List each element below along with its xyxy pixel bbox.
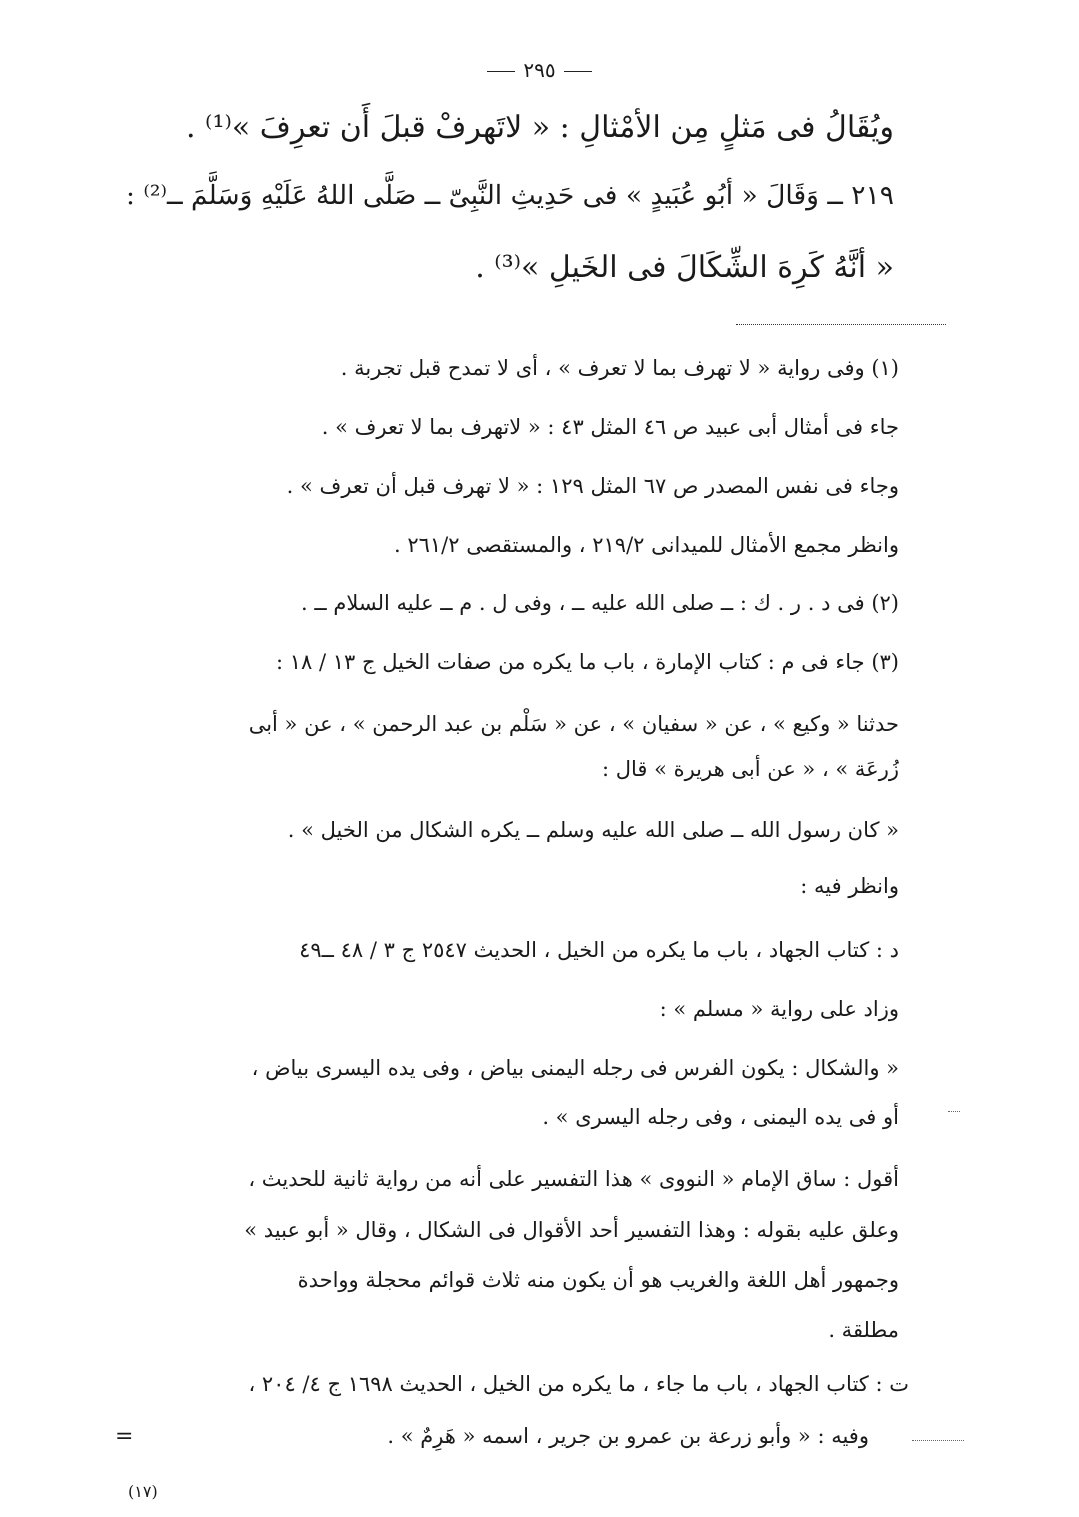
page-number-text: ٢٩٥	[523, 58, 556, 82]
margin-dots	[948, 1111, 960, 1112]
footnote-line: (١) وفى رواية « لا تهرف بما لا تعرف » ، أى لا تمدح قبل تجربة .	[340, 356, 899, 380]
footnote-line: وانظر مجمع الأمثال للميدانى ٢١٩/٢ ، والمستقصى ٢٦١/٢ .	[393, 533, 899, 557]
margin-dots	[912, 1440, 964, 1441]
footnote-line: حدثنا « وكيع » ، عن « سفيان » ، عن « سَلْم بن عبد الرحمن » ، عن « أبى	[248, 712, 899, 736]
footnote-line: « والشكال : يكون الفرس فى رجله اليمنى بياض ، وفى يده اليسرى بياض ،	[251, 1056, 899, 1080]
footnote-line: (٢) فى د . ر . ك : ــ صلى الله عليه ــ ، وفى ل . م ــ عليه السلام ــ .	[301, 591, 899, 615]
main-line: ٢١٩ ــ وَقَالَ « أبُو عُبَيدٍ » فى حَدِيثِ النَّبِىّ ــ صَلَّى اللهُ عَلَيْهِ وَسَلَّمَ ــ⁽²⁾ :	[126, 180, 894, 211]
footnote-line: أو فى يده اليمنى ، وفى رجله اليسرى » .	[542, 1105, 899, 1129]
page-number	[0, 58, 1079, 82]
footnote-separator	[736, 324, 946, 325]
main-line: ويُقَالُ فى مَثلٍ مِن الأمْثالِ : « لاتَهرفْ قبلَ أَن تعرِفَ »⁽¹⁾ .	[185, 110, 894, 145]
page-number-dash	[487, 71, 515, 72]
footnote-line: أقول : ساق الإمام « النووى » هذا التفسير على أنه من رواية ثانية للحديث ،	[248, 1167, 899, 1191]
signature-mark: (١٧)	[128, 1482, 158, 1501]
footnote-line: وفيه : « وأبو زرعة بن عمرو بن جرير ، اسمه « هَرِمٌ » .	[387, 1424, 869, 1448]
footnote-line: جاء فى أمثال أبى عبيد ص ٤٦ المثل ٤٣ : « لاتهرف بما لا تعرف » .	[321, 415, 899, 439]
footnote-line: زُرعَة » ، « عن أبى هريرة » قال :	[601, 757, 899, 781]
footnote-line: وانظر فيه :	[800, 874, 899, 898]
footnote-line: وزاد على رواية « مسلم » :	[659, 997, 899, 1021]
footnote-line: ت : كتاب الجهاد ، باب ما جاء ، ما يكره من الخيل ، الحديث ١٦٩٨ ج ٤/ ٢٠٤ ،	[248, 1372, 909, 1396]
main-line: « أنَّهُ كَرِهَ الشِّكَالَ فى الخَيلِ »⁽³⁾ .	[475, 250, 894, 285]
continuation-mark: =	[115, 1424, 134, 1449]
footnote-line: د : كتاب الجهاد ، باب ما يكره من الخيل ، الحديث ٢٥٤٧ ج ٣ / ٤٨ ــ٤٩	[299, 938, 899, 962]
footnote-line: « كان رسول الله ــ صلى الله عليه وسلم ــ يكره الشكال من الخيل » .	[287, 818, 899, 842]
page-number-dash	[564, 71, 592, 72]
footnote-line: مطلقة .	[828, 1318, 899, 1342]
footnote-line: وجمهور أهل اللغة والغريب هو أن يكون منه ثلاث قوائم محجلة وواحدة	[297, 1268, 899, 1292]
footnote-line: وجاء فى نفس المصدر ص ٦٧ المثل ١٢٩ : « لا تهرف قبل أن تعرف » .	[286, 474, 899, 498]
footnote-line: (٣) جاء فى م : كتاب الإمارة ، باب ما يكره من صفات الخيل ج ١٣ / ١٨ :	[275, 650, 899, 674]
footnote-line: وعلق عليه بقوله : وهذا التفسير أحد الأقوال فى الشكال ، وقال « أبو عبيد »	[244, 1218, 899, 1242]
